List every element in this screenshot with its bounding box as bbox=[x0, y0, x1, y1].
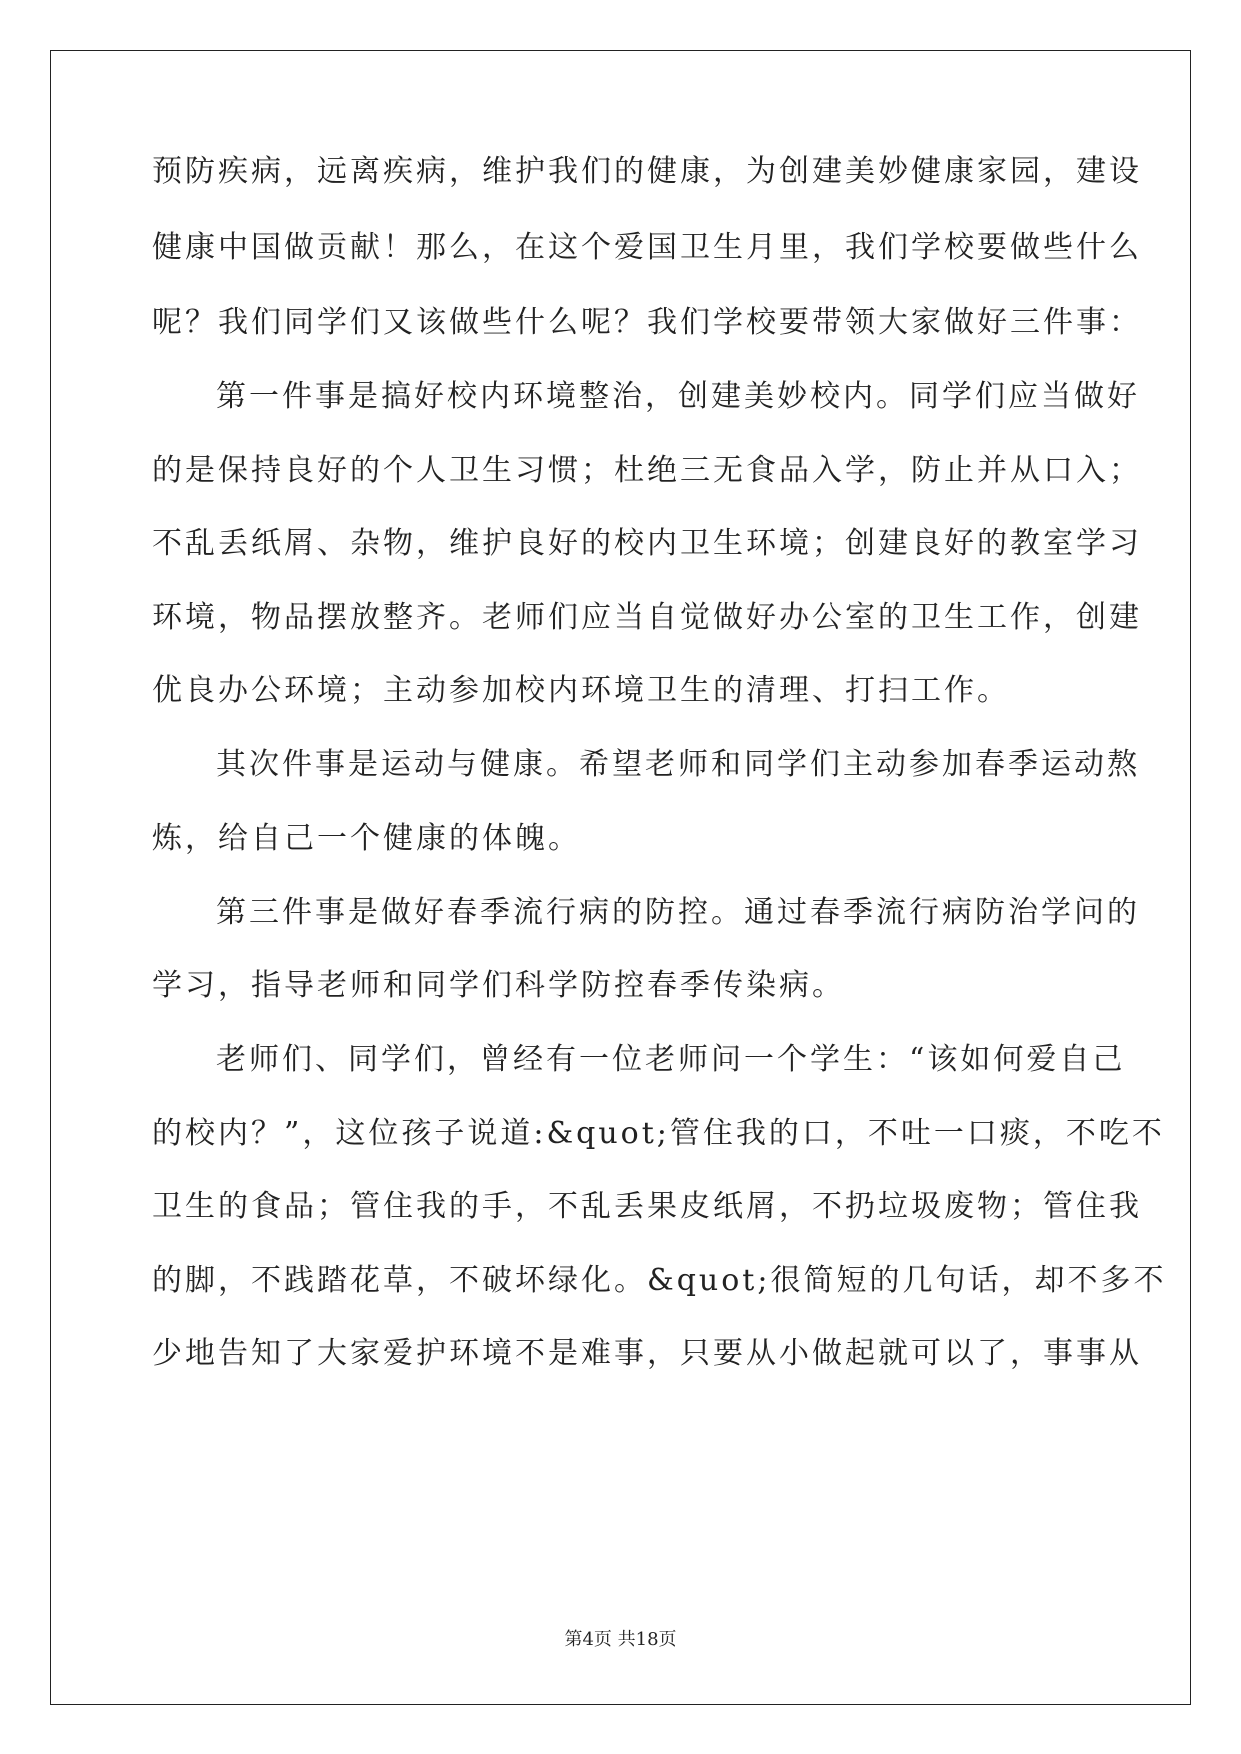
text-line: 优良办公环境；主动参加校内环境卫生的清理、打扫工作。 bbox=[152, 673, 1010, 708]
text-line: 不乱丢纸屑、杂物，维护良好的校内卫生环境；创建良好的教室学习 bbox=[152, 526, 1142, 561]
text-line: 第一件事是搞好校内环境整治，创建美妙校内。同学们应当做好 bbox=[216, 379, 1140, 414]
text-line: 健康中国做贡献！那么，在这个爱国卫生月里，我们学校要做些什么 bbox=[152, 230, 1142, 265]
text-line: 预防疾病，远离疾病，维护我们的健康，为创建美妙健康家园，建设 bbox=[152, 154, 1142, 189]
text-line: 环境，物品摆放整齐。老师们应当自觉做好办公室的卫生工作，创建 bbox=[152, 600, 1142, 635]
text-line: 少地告知了大家爱护环境不是难事，只要从小做起就可以了，事事从 bbox=[152, 1336, 1142, 1371]
text-line: 的校内？”，这位孩子说道:&quot;管住我的口，不吐一口痰，不吃不 bbox=[152, 1116, 1165, 1151]
text-line: 老师们、同学们，曾经有一位老师问一个学生：“该如何爱自己 bbox=[216, 1042, 1126, 1077]
text-line: 学习，指导老师和同学们科学防控春季传染病。 bbox=[152, 968, 845, 1003]
text-line: 其次件事是运动与健康。希望老师和同学们主动参加春季运动熬 bbox=[216, 747, 1140, 782]
page-number-footer: 第4页 共18页 bbox=[564, 1629, 677, 1650]
text-line: 炼，给自己一个健康的体魄。 bbox=[152, 821, 581, 856]
text-line: 呢？我们同学们又该做些什么呢？我们学校要带领大家做好三件事： bbox=[152, 305, 1142, 340]
page-border bbox=[50, 50, 1191, 1705]
text-line: 的脚，不践踏花草，不破坏绿化。&quot;很简短的几句话，却不多不 bbox=[152, 1263, 1167, 1298]
text-line: 的是保持良好的个人卫生习惯；杜绝三无食品入学，防止并从口入； bbox=[152, 453, 1142, 488]
text-line: 第三件事是做好春季流行病的防控。通过春季流行病防治学问的 bbox=[216, 895, 1140, 930]
text-line: 卫生的食品；管住我的手，不乱丢果皮纸屑，不扔垃圾废物；管住我 bbox=[152, 1189, 1142, 1224]
